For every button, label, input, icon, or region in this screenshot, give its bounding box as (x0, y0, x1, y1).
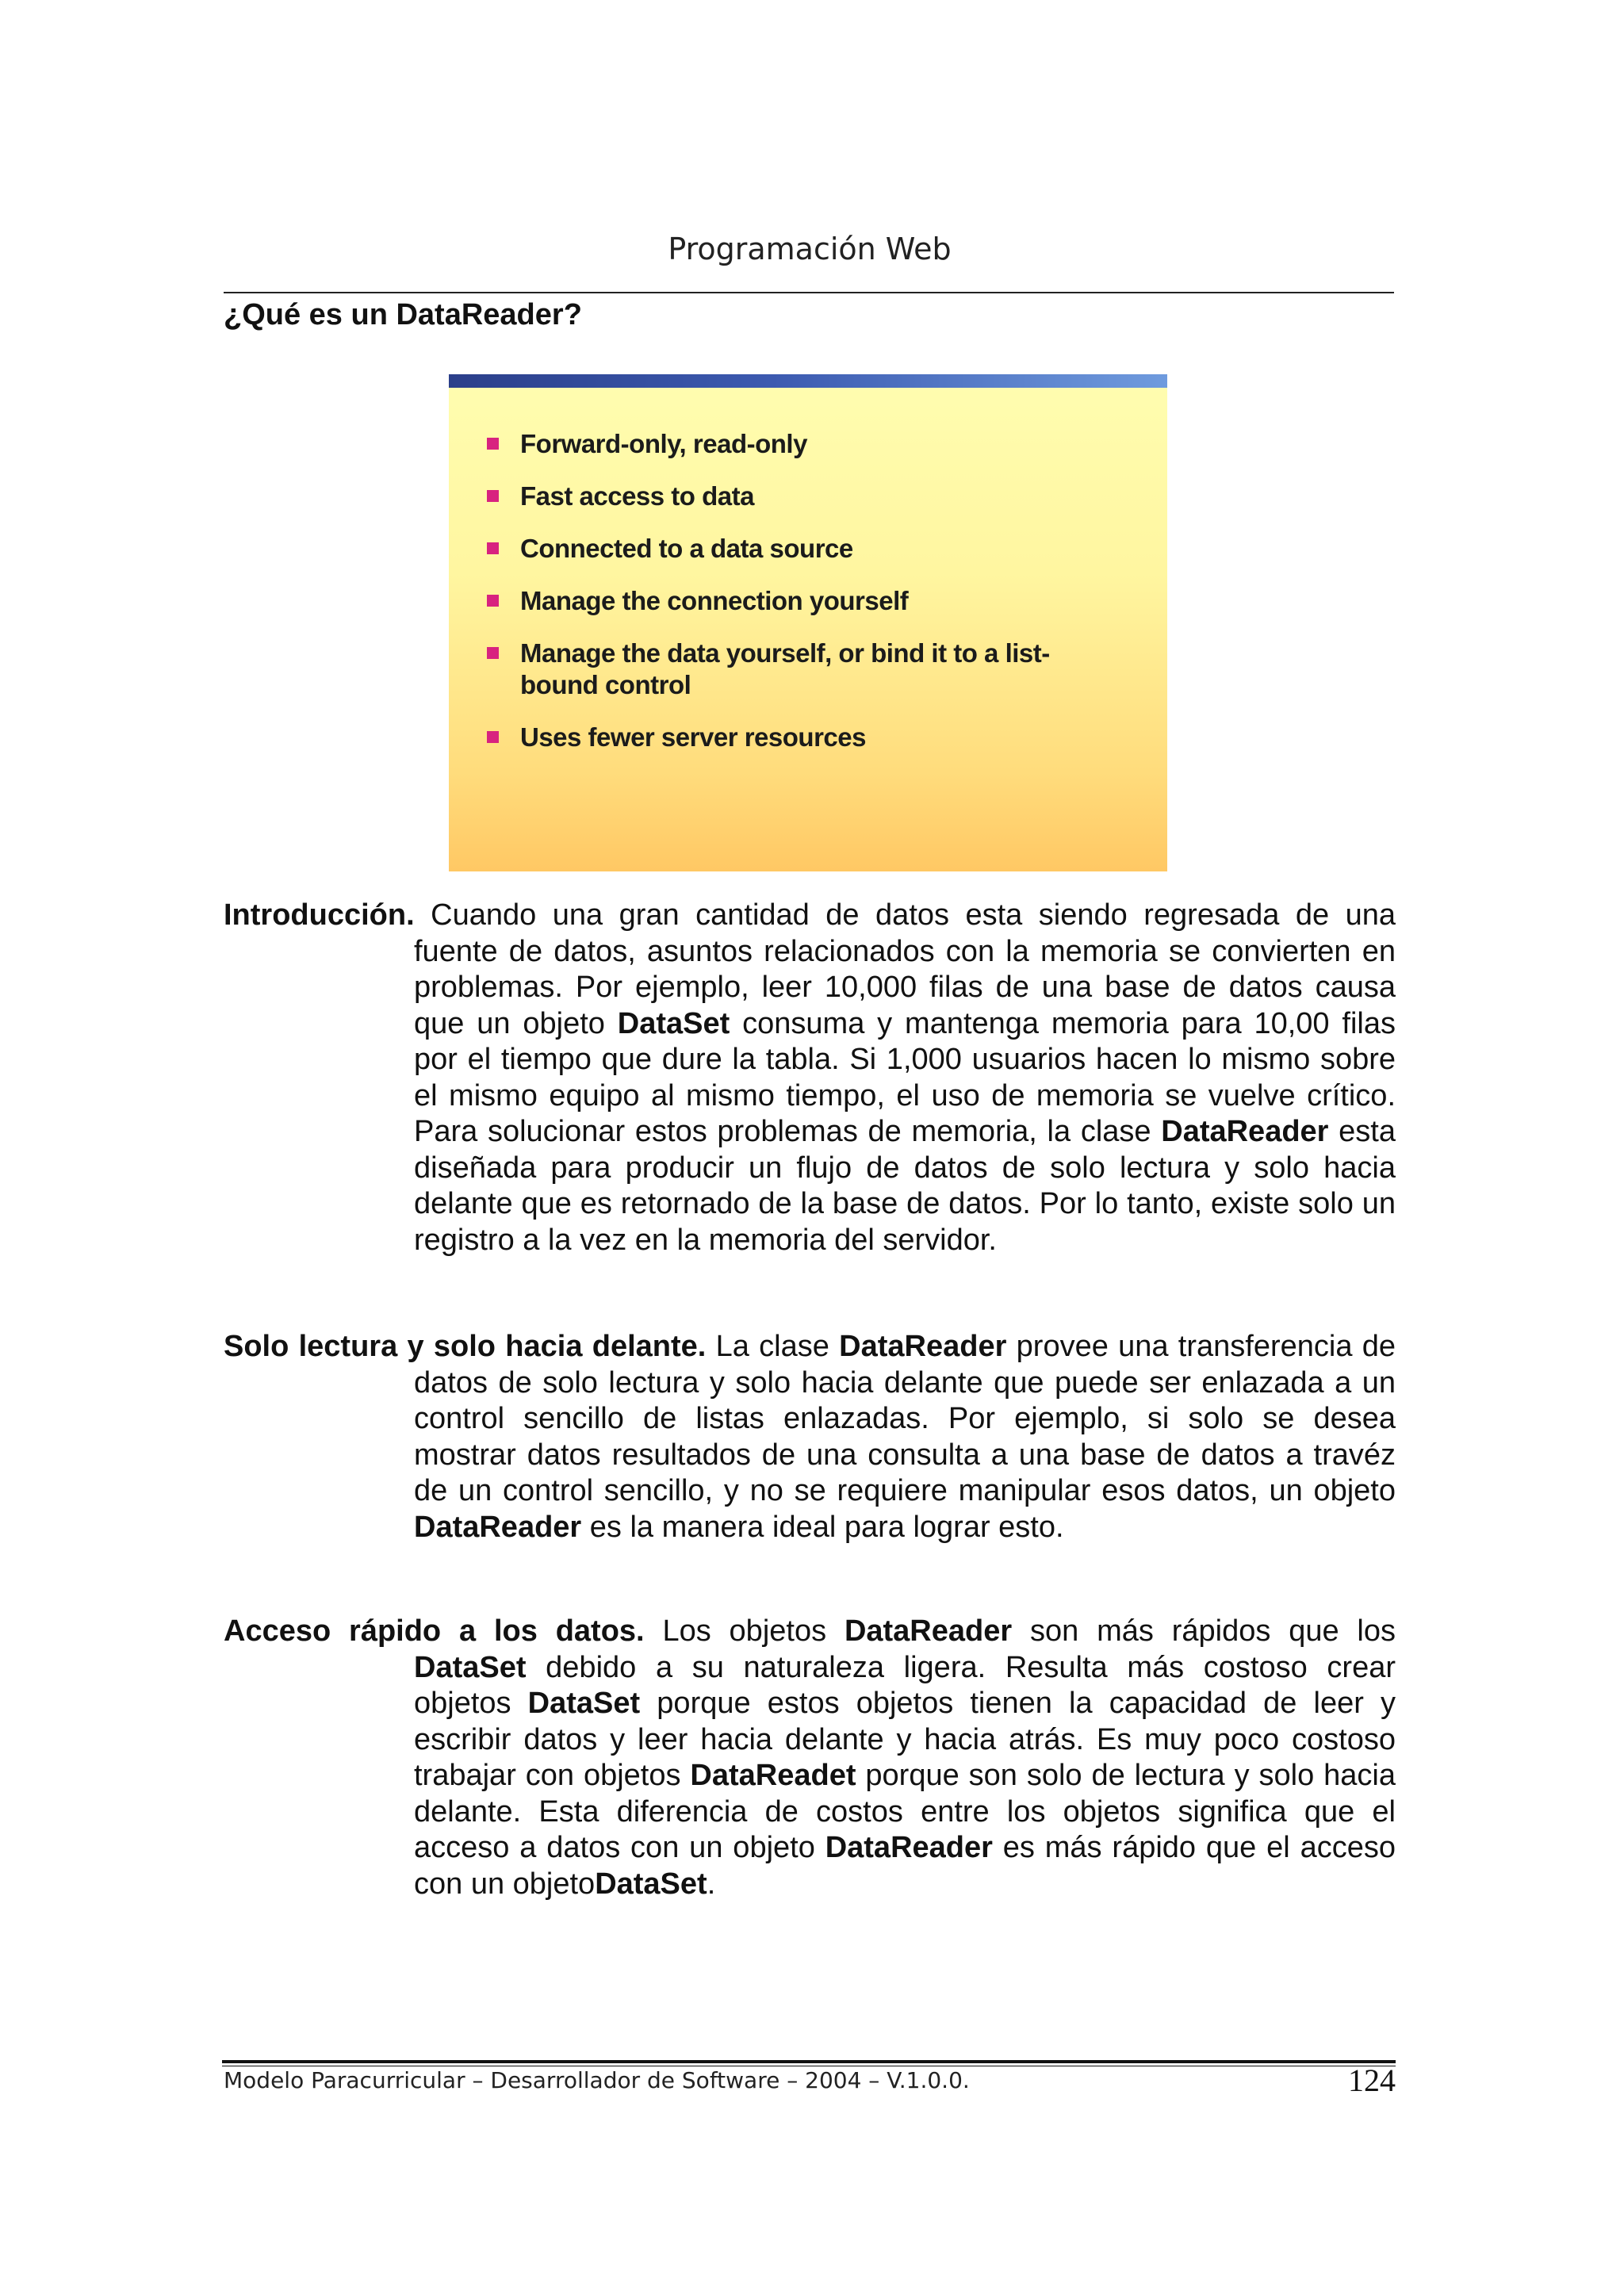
slide-bullet-text: Fast access to data (520, 481, 754, 511)
bold-term: DataSet (595, 1867, 707, 1901)
slide-bullet-item (487, 638, 1123, 701)
bold-term: DataReader (844, 1614, 1013, 1648)
paragraph-text: es la manera ideal para lograr esto. (581, 1510, 1064, 1544)
paragraph-introduccion (224, 898, 1396, 1258)
bold-term: DataSet (527, 1687, 641, 1720)
slide-top-bar (449, 374, 1167, 388)
slide-bullet-item (487, 428, 1137, 460)
square-bullet-icon (487, 731, 499, 743)
square-bullet-icon (487, 542, 499, 554)
square-bullet-icon (487, 438, 499, 450)
bold-term: DataReader (414, 1510, 582, 1544)
paragraph-text: porque estos objetos tienen la capacidad de leer y escribir datos y leer hacia delante y hacia atrás. Es muy poco costoso trabajar con objetos (414, 1687, 1396, 1792)
paragraph-body (224, 1614, 1396, 1902)
paragraph-text: porque son solo de lectura y solo hacia delante. Esta diferencia de costos entre los objetos significa que el acceso a datos con un objeto (414, 1759, 1396, 1864)
slide-bullet-text: Forward-only, read-only (520, 429, 807, 458)
header-divider (224, 292, 1394, 293)
slide-image (449, 374, 1167, 871)
paragraph-lead: Solo lectura y solo hacia delante. (224, 1330, 707, 1363)
paragraph-body (224, 1329, 1396, 1545)
bold-term: DataSet (414, 1650, 527, 1684)
paragraph-text: debido a su naturaleza ligera. Resulta más costoso crear objetos (414, 1650, 1396, 1720)
slide-bullet-item (487, 533, 1137, 565)
paragraph-text: Cuando una gran cantidad de datos esta siendo regresada de una fuente de datos, asuntos relacionados con la memoria se convierten en problemas. Por ejemplo, leer 10,000 filas de una base de datos causa que un objeto (414, 898, 1396, 1040)
slide-bullet-text: Connected to a data source (520, 534, 853, 563)
slide-bullet-list (487, 428, 1137, 774)
bold-term: DataReader (825, 1831, 993, 1864)
square-bullet-icon (487, 647, 499, 659)
paragraph-body (224, 898, 1396, 1258)
paragraph-text: es más rápido que el acceso con un objeto (414, 1831, 1396, 1901)
paragraph-text: . (707, 1867, 716, 1901)
bold-term: DataSet (617, 1006, 730, 1040)
bold-term: DataReader (839, 1330, 1007, 1363)
paragraph-text: La clase (706, 1330, 840, 1363)
paragraph-text: provee una transferencia de datos de solo lectura y solo hacia delante que puede ser enlazada a un control sencillo de listas enlazadas. Por ejemplo, si solo se desea mostrar datos resultados de una consulta a una base de datos a travéz de un control sencillo, y no se requiere manipular esos datos, un objeto (414, 1330, 1396, 1507)
section-title: ¿Qué es un DataReader? (224, 298, 582, 331)
paragraph-solo-lectura (224, 1329, 1396, 1545)
page-number: 124 (1348, 2062, 1396, 2098)
paragraph-text: esta diseñada para producir un flujo de datos de solo lectura y solo hacia delante que es retornado de la base de datos. Por lo tanto, existe solo un registro a la vez en la memoria del servidor. (414, 1115, 1396, 1257)
footer-text: Modelo Paracurricular – Desarrollador de Software – 2004 – V.1.0.0. (224, 2067, 970, 2093)
bold-term: DataReadet (690, 1759, 856, 1792)
page-header-title: Programación Web (668, 232, 952, 266)
paragraph-lead: Introducción. (224, 898, 415, 932)
slide-bullet-item (487, 481, 1137, 512)
paragraph-text: consuma y mantenga memoria para 10,00 filas por el tiempo que dure la tabla. Si 1,000 usuarios hacen lo mismo sobre el mismo equipo al mismo tiempo, el uso de memoria se vuelve crítico. Para solucionar estos problemas de memoria, la clase (414, 1006, 1396, 1148)
slide-bullet-text: Uses fewer server resources (520, 722, 866, 752)
footer-divider-thick (222, 2060, 1396, 2063)
square-bullet-icon (487, 490, 499, 502)
square-bullet-icon (487, 595, 499, 607)
paragraph-acceso-rapido (224, 1614, 1396, 1902)
paragraph-text: Los objetos (644, 1614, 845, 1648)
paragraph-text: son más rápidos que los (1012, 1614, 1396, 1648)
slide-bullet-text: Manage the connection yourself (520, 586, 909, 615)
slide-bullet-item (487, 722, 1137, 753)
paragraph-lead: Acceso rápido a los datos. (224, 1614, 645, 1648)
bold-term: DataReader (1161, 1115, 1329, 1148)
slide-bullet-text: Manage the data yourself, or bind it to a list-bound control (520, 638, 1050, 699)
slide-bullet-item (487, 585, 1137, 617)
